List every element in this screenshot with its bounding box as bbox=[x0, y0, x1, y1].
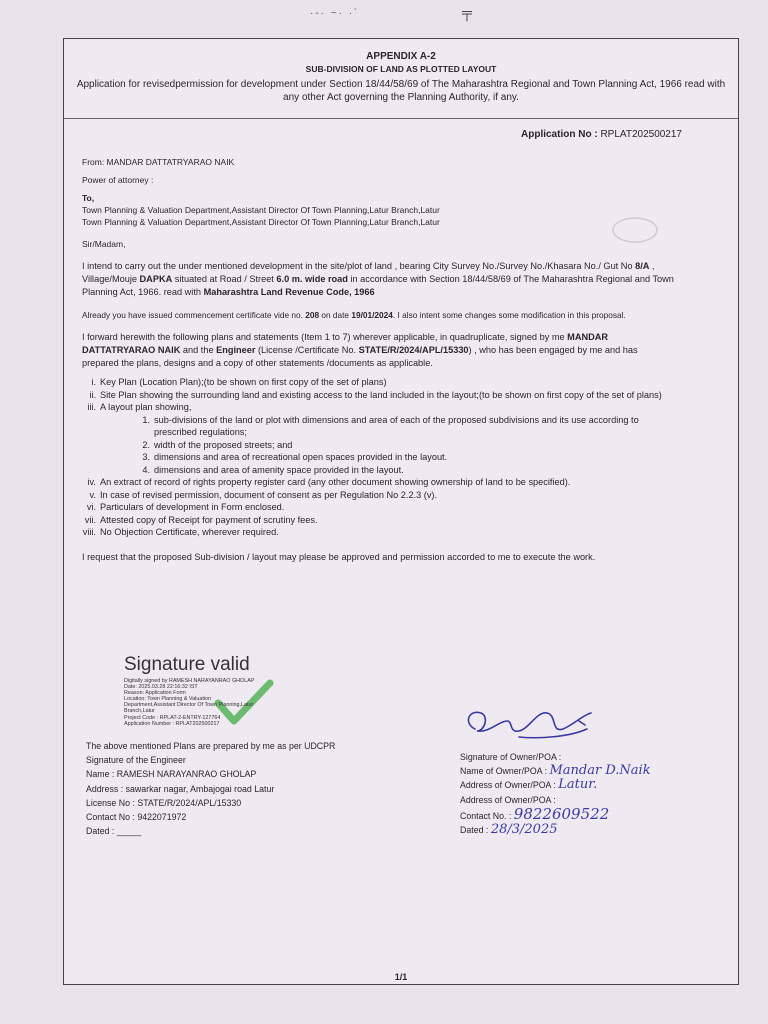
salutation: Sir/Madam, bbox=[82, 239, 126, 249]
owner-signature-label: Signature of Owner/POA : bbox=[460, 752, 562, 762]
engineer-contact: Contact No : 9422071972 bbox=[86, 812, 187, 823]
signature-valid-label: Signature valid bbox=[124, 654, 250, 675]
scan-mark: ·-· ~· ·´ bbox=[310, 8, 360, 19]
owner-handwritten-signature bbox=[459, 699, 609, 747]
to-line-2: Town Planning & Valuation Department,Assistant Director Of Town Planning,Latur Branch,Latur bbox=[82, 217, 440, 227]
request-paragraph: I request that the proposed Sub-division / layout may please be approved and permission accorded to me to execute the work. bbox=[82, 551, 596, 562]
list-item: iv. An extract of record of rights property register card (any other document showing ownership of land to be specified). bbox=[87, 477, 571, 487]
owner-address-handwritten: Latur. bbox=[558, 777, 598, 793]
engineer-signature-label: Signature of the Engineer bbox=[86, 755, 186, 766]
sublist-item: 3. dimensions and area of recreational open spaces provided in the layout. bbox=[142, 452, 448, 462]
application-number-value: RPLAT202500217 bbox=[600, 129, 682, 140]
appendix-title: APPENDIX A-2 bbox=[366, 51, 436, 62]
sublist-item: 2. width of the proposed streets; and bbox=[142, 439, 293, 450]
document-subtitle: SUB-DIVISION OF LAND AS PLOTTED LAYOUT bbox=[305, 64, 497, 74]
from-line: From: MANDAR DATTATRYARAO NAIK bbox=[82, 157, 235, 167]
paragraph-intent: I intend to carry out the under mentioned development in the site/plot of land , bearing City Survey No./Survey No./Khasara No./ Gut No 8/A , Village/Mouje DAPKA situated at Road / Street 6.0 m. wide road in accordance with Section 18/44/58/69 of The Maharashtra Regional and Town Planning Act, 1966. read with Maharashtra Land Revenue Code, 1966 bbox=[82, 261, 674, 297]
document-frame bbox=[63, 38, 739, 985]
scan-mark-2: ╤ bbox=[462, 4, 472, 20]
owner-dated-row: Dated : 28/3/2025 bbox=[460, 822, 558, 838]
prepared-statement: The above mentioned Plans are prepared by me as per UDCPR bbox=[86, 741, 336, 751]
layout-sublist bbox=[140, 414, 674, 477]
page-number: 1/1 bbox=[394, 972, 408, 982]
owner-date-handwritten: 28/3/2025 bbox=[490, 822, 558, 838]
owner-name-handwritten: Mandar D.Naik bbox=[549, 763, 651, 779]
owner-contact-row: Contact No. : 9822609522 bbox=[460, 804, 610, 823]
list-item: i. Key Plan (Location Plan);(to be shown on first copy of the set of plans) bbox=[91, 377, 387, 387]
to-line-1: Town Planning & Valuation Department,Assistant Director Of Town Planning,Latur Branch,Latur bbox=[82, 205, 440, 215]
list-item: v. In case of revised permission, document of consent as per Regulation No 2.2.3 (v). bbox=[89, 489, 438, 500]
paragraph-commencement: Already you have issued commencement certificate vide no. 208 on date 19/01/2024. I also intent some changes some modification in this proposal. bbox=[82, 310, 626, 320]
sublist-item: 1. sub-divisions of the land or plot with dimensions and area of each of the proposed subdivisions and its use according to prescribed regulations; bbox=[142, 414, 639, 437]
application-purpose: Application for revisedpermission for development under Section 18/44/58/69 of The Maharashtra Regional and Town Planning Act, 1966 read with any other Act governing the Planning Authority, if any. bbox=[76, 79, 726, 103]
engineer-name: Name : RAMESH NARAYANRAO GHOLAP bbox=[86, 769, 257, 780]
owner-contact-handwritten: 9822609522 bbox=[513, 804, 610, 823]
engineer-dated: Dated : _____ bbox=[86, 826, 142, 837]
application-number bbox=[521, 129, 682, 140]
paragraph-forward: I forward herewith the following plans and statements (Item 1 to 7) wherever applicable, in quadruplicate, signed by me MANDAR DATTATRYARAO NAIK and the Engineer (License /Certificate No. STATE/R/2024/APL/15330) , who has been engaged by me and has prepared the plans, designs and a copy of other statements /documents as applicable. bbox=[82, 332, 638, 368]
letter-body bbox=[82, 156, 674, 564]
document-header bbox=[64, 39, 738, 119]
digital-signature-details: Digitally signed by RAMESH NARAYANRAO GHOLAP Date: 2025.03.28 22:16:32 IST Reason: Application Form Location: Town Planning & Valuation Department,Assistant Director Of Town Planning,Latur Branch,Latur Project Code : RPLAT-2-ENTRY-127764 Application Number : RPLAT202500217 bbox=[124, 678, 255, 727]
list-item: iii. A layout plan showing, 1. sub-divisions of the land or plot with dimensions and area of each of the proposed subdivisions and its use according to prescribed regulations; 2. width of the proposed streets; and 3. dimensions and area of recreational open spaces provided in the layout. 4. dimensions and area of amenity space provided in the layout. bbox=[82, 401, 674, 476]
list-item: vii. Attested copy of Receipt for payment of scrutiny fees. bbox=[84, 514, 318, 525]
list-item: vi. Particulars of development in Form enclosed. bbox=[86, 502, 285, 512]
list-item: ii. Site Plan showing the surrounding land and existing access to the land included in the layout;(to be shown on first copy of the set of plans) bbox=[89, 389, 662, 400]
engineer-details bbox=[86, 739, 335, 838]
owner-address-row: Address of Owner/POA : Latur. bbox=[460, 777, 598, 793]
owner-address-row-2: Address of Owner/POA : bbox=[460, 794, 556, 805]
application-number-label: Application No : bbox=[521, 129, 598, 140]
to-label: To, bbox=[82, 193, 95, 203]
engineer-address: Address : sawarkar nagar, Ambajogai road Latur bbox=[86, 783, 275, 794]
sublist-item: 4. dimensions and area of amenity space provided in the layout. bbox=[142, 464, 404, 475]
power-of-attorney: Power of attorney : bbox=[82, 175, 154, 185]
owner-name-row: Name of Owner/POA : Mandar D.Naik bbox=[460, 763, 651, 779]
engineer-license: License No : STATE/R/2024/APL/15330 bbox=[86, 797, 242, 808]
document-list bbox=[82, 376, 674, 539]
list-item: viii. No Objection Certificate, wherever required. bbox=[82, 527, 279, 537]
owner-details bbox=[460, 750, 651, 837]
